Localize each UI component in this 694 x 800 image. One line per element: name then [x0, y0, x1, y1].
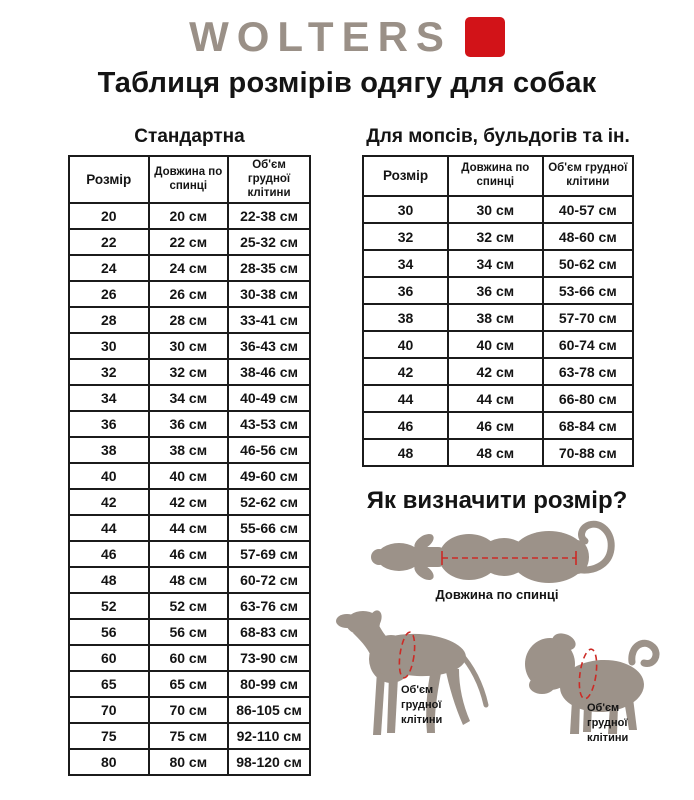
table-cell: 86-105 см: [228, 697, 310, 723]
pugs-size-table: [362, 155, 634, 467]
table-cell: 26: [69, 281, 149, 307]
table-row: [69, 307, 310, 333]
table-row: [363, 358, 633, 385]
table-cell: 30 см: [149, 333, 229, 359]
table-cell: 75: [69, 723, 149, 749]
table-cell: 80 см: [149, 749, 229, 775]
table-cell: 38: [69, 437, 149, 463]
table-row: [69, 723, 310, 749]
table-row: [69, 437, 310, 463]
table-cell: 70: [69, 697, 149, 723]
table-cell: 40-49 см: [228, 385, 310, 411]
table-cell: 38: [363, 304, 448, 331]
table-row: [363, 250, 633, 277]
table-cell: 40: [363, 331, 448, 358]
size-guide-section: [330, 487, 664, 787]
table-cell: 42: [69, 489, 149, 515]
table-cell: 57-70 см: [543, 304, 633, 331]
table-cell: 40: [69, 463, 149, 489]
chest-label-line: Об'єм: [587, 702, 620, 714]
table-cell: 28-35 см: [228, 255, 310, 281]
chest-label-line: Об'єм: [401, 684, 434, 696]
dog-tail: [459, 652, 486, 705]
table-cell: 60: [69, 645, 149, 671]
chest-volume-label: [587, 701, 628, 746]
brand-logo: [0, 13, 694, 60]
column-header-chest: Об'єм грудної клітини: [543, 156, 633, 196]
table-row: [69, 671, 310, 697]
table-cell: 32 см: [149, 359, 229, 385]
table-cell: 40 см: [149, 463, 229, 489]
table-cell: 52 см: [149, 593, 229, 619]
table-cell: 33-41 см: [228, 307, 310, 333]
back-length-label: Довжина по спинці: [435, 587, 559, 602]
table-cell: 44: [69, 515, 149, 541]
table-cell: 48-60 см: [543, 223, 633, 250]
table-cell: 20 см: [149, 203, 229, 229]
table-cell: 24 см: [149, 255, 229, 281]
table-cell: 92-110 см: [228, 723, 310, 749]
table-cell: 98-120 см: [228, 749, 310, 775]
table-row: [69, 229, 310, 255]
table-cell: 60-74 см: [543, 331, 633, 358]
table-row: [69, 281, 310, 307]
chest-label-line: грудної: [587, 716, 628, 729]
table-cell: 48 см: [448, 439, 543, 466]
table-cell: 28: [69, 307, 149, 333]
table-cell: 75 см: [149, 723, 229, 749]
size-guide-title: Як визначити розмір?: [366, 487, 628, 514]
standard-size-table: [68, 155, 311, 776]
table-cell: 40 см: [448, 331, 543, 358]
table-cell: 22 см: [149, 229, 229, 255]
table-row: [69, 515, 310, 541]
table-row: [363, 439, 633, 466]
column-header-size: Розмір: [69, 156, 149, 203]
table-cell: 30 см: [448, 196, 543, 223]
table-cell: 48: [69, 567, 149, 593]
table-cell: 38 см: [149, 437, 229, 463]
table-row: [363, 331, 633, 358]
table-cell: 36: [363, 277, 448, 304]
table-cell: 46: [69, 541, 149, 567]
table-cell: 80-99 см: [228, 671, 310, 697]
table-cell: 22-38 см: [228, 203, 310, 229]
table-row: [363, 196, 633, 223]
pug-tail-curl: [632, 643, 656, 663]
table-row: [69, 411, 310, 437]
table-cell: 80: [69, 749, 149, 775]
table-cell: 56 см: [149, 619, 229, 645]
table-cell: 52-62 см: [228, 489, 310, 515]
table-cell: 44 см: [149, 515, 229, 541]
table-cell: 36 см: [149, 411, 229, 437]
pugs-table-title: Для мопсів, бульдогів та ін.: [366, 126, 630, 147]
table-cell: 34 см: [149, 385, 229, 411]
table-row: [69, 333, 310, 359]
table-cell: 28 см: [149, 307, 229, 333]
table-row: [363, 277, 633, 304]
table-cell: 57-69 см: [228, 541, 310, 567]
table-cell: 63-78 см: [543, 358, 633, 385]
chest-volume-label: [401, 683, 442, 728]
table-cell: 38 см: [448, 304, 543, 331]
table-cell: 36 см: [448, 277, 543, 304]
table-cell: 49-60 см: [228, 463, 310, 489]
table-cell: 34: [69, 385, 149, 411]
table-cell: 46: [363, 412, 448, 439]
table-cell: 68-83 см: [228, 619, 310, 645]
table-row: [69, 463, 310, 489]
table-cell: 68-84 см: [543, 412, 633, 439]
table-cell: 65 см: [149, 671, 229, 697]
chest-label-line: клітини: [401, 713, 443, 726]
table-cell: 24: [69, 255, 149, 281]
table-row: [69, 541, 310, 567]
table-cell: 42 см: [448, 358, 543, 385]
brand-red-square-icon: [465, 17, 505, 57]
table-cell: 38-46 см: [228, 359, 310, 385]
table-cell: 40-57 см: [543, 196, 633, 223]
table-header-row: [69, 156, 310, 203]
table-row: [69, 697, 310, 723]
top-view-dog-illustration: [368, 517, 620, 589]
table-row: [363, 385, 633, 412]
table-cell: 48: [363, 439, 448, 466]
table-row: [69, 593, 310, 619]
table-cell: 30: [363, 196, 448, 223]
table-cell: 34: [363, 250, 448, 277]
table-header-row: [363, 156, 633, 196]
brand-logo-text: WOLTERS: [189, 13, 452, 60]
table-row: [69, 203, 310, 229]
table-cell: 36-43 см: [228, 333, 310, 359]
table-cell: 60 см: [149, 645, 229, 671]
column-header-back-length: Довжина по спинці: [149, 156, 229, 203]
table-row: [69, 255, 310, 281]
table-cell: 66-80 см: [543, 385, 633, 412]
table-cell: 34 см: [448, 250, 543, 277]
table-cell: 30-38 см: [228, 281, 310, 307]
table-cell: 43-53 см: [228, 411, 310, 437]
table-cell: 48 см: [149, 567, 229, 593]
table-cell: 60-72 см: [228, 567, 310, 593]
table-cell: 36: [69, 411, 149, 437]
table-cell: 55-66 см: [228, 515, 310, 541]
table-cell: 32: [363, 223, 448, 250]
column-header-back-length: Довжина по спинці: [448, 156, 543, 196]
table-cell: 53-66 см: [543, 277, 633, 304]
table-cell: 32: [69, 359, 149, 385]
table-cell: 26 см: [149, 281, 229, 307]
table-cell: 42 см: [149, 489, 229, 515]
table-cell: 46-56 см: [228, 437, 310, 463]
table-row: [69, 489, 310, 515]
table-cell: 73-90 см: [228, 645, 310, 671]
table-cell: 56: [69, 619, 149, 645]
table-row: [69, 645, 310, 671]
table-cell: 20: [69, 203, 149, 229]
table-cell: 50-62 см: [543, 250, 633, 277]
column-header-size: Розмір: [363, 156, 448, 196]
table-row: [363, 412, 633, 439]
table-row: [69, 749, 310, 775]
table-row: [69, 567, 310, 593]
table-row: [363, 304, 633, 331]
table-cell: 63-76 см: [228, 593, 310, 619]
chest-label-line: грудної: [401, 698, 442, 711]
column-header-chest: Об'єм грудної клітини: [228, 156, 310, 203]
standard-table-title: Стандартна: [134, 126, 245, 147]
table-cell: 25-32 см: [228, 229, 310, 255]
standard-table-section: [68, 126, 311, 776]
table-row: [69, 359, 310, 385]
dog-silhouette-top-view: [371, 531, 589, 583]
table-cell: 52: [69, 593, 149, 619]
table-cell: 32 см: [448, 223, 543, 250]
table-cell: 30: [69, 333, 149, 359]
table-row: [69, 619, 310, 645]
table-cell: 46 см: [149, 541, 229, 567]
table-cell: 42: [363, 358, 448, 385]
pugs-table-section: [362, 126, 634, 467]
table-cell: 70-88 см: [543, 439, 633, 466]
table-cell: 70 см: [149, 697, 229, 723]
table-cell: 46 см: [448, 412, 543, 439]
table-row: [69, 385, 310, 411]
table-cell: 65: [69, 671, 149, 697]
table-cell: 44 см: [448, 385, 543, 412]
table-cell: 44: [363, 385, 448, 412]
table-row: [363, 223, 633, 250]
table-cell: 22: [69, 229, 149, 255]
chest-label-line: клітини: [587, 731, 629, 744]
page-title: Таблиця розмірів одягу для собак: [97, 67, 597, 99]
